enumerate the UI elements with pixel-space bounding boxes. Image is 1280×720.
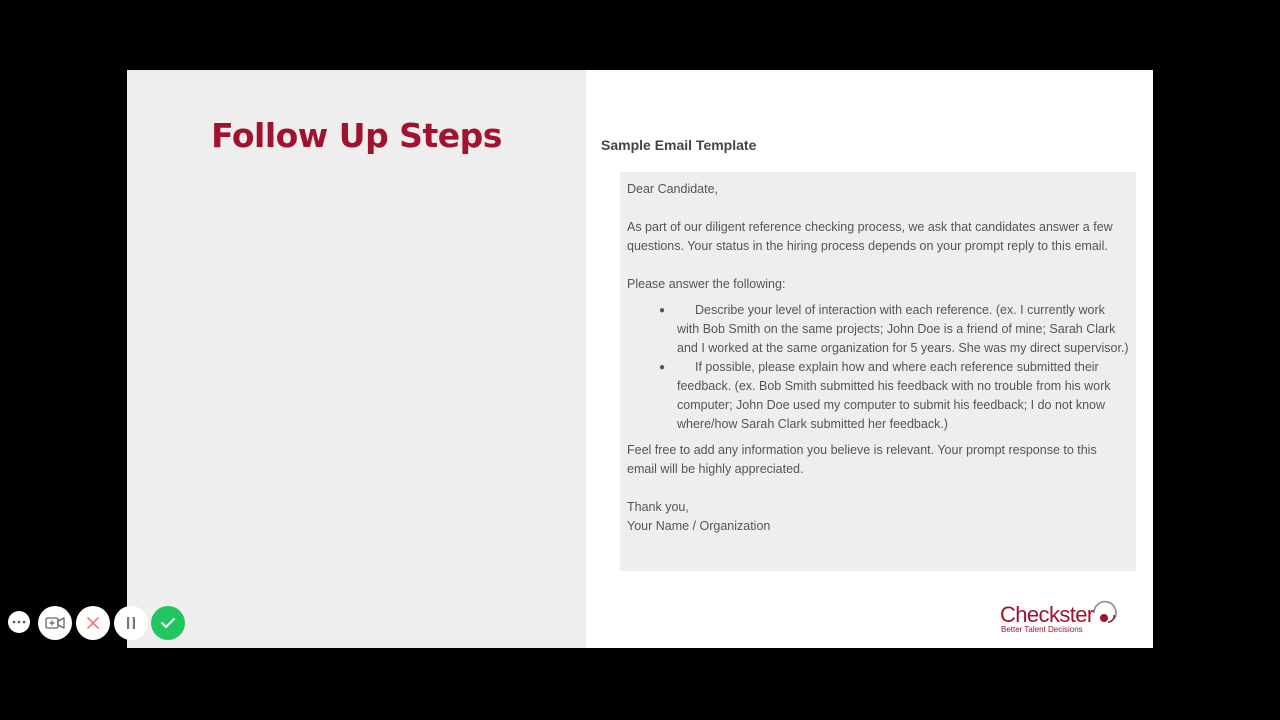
- logo-wordmark: Checkster: [1000, 602, 1094, 627]
- email-greeting: Dear Candidate,: [627, 182, 719, 196]
- list-item: [659, 358, 1130, 434]
- recording-controls: [0, 600, 200, 644]
- list-item-text: Describe your level of interaction with each reference. (ex. I currently work with Bob Smith on the same projects; John Doe is a friend of mine; Sarah Clark and I worked at the same organization for 5 years. She was my direct supervisor.): [677, 303, 1129, 355]
- slide-title: Follow Up Steps: [211, 116, 502, 155]
- checkmark-icon: [160, 617, 176, 629]
- cancel-button[interactable]: [76, 606, 110, 640]
- more-options-button[interactable]: [8, 611, 30, 633]
- email-closing-note: Feel free to add any information you believe is relevant. Your prompt response to this email will be highly appreciated.: [627, 443, 1097, 476]
- more-icon: [12, 620, 26, 624]
- checkster-logo: [1000, 599, 1125, 639]
- template-heading: Sample Email Template: [601, 137, 757, 153]
- presentation-slide: [127, 70, 1153, 648]
- video-camera-icon: [45, 616, 65, 630]
- slide-left-panel: [127, 70, 586, 648]
- list-item: [659, 301, 1130, 358]
- close-icon: [86, 616, 100, 630]
- pause-icon: [125, 616, 137, 630]
- email-question-list: [627, 301, 1130, 434]
- email-template-box: [620, 172, 1136, 571]
- email-prompt: Please answer the following:: [627, 277, 786, 291]
- bullet-icon: ●: [659, 362, 666, 373]
- email-intro: As part of our diligent reference checking process, we ask that candidates answer a few questions. Your status in the hiring process depends on your prompt reply to this email.: [627, 220, 1113, 253]
- logo-tagline: Better Talent Decisions: [1001, 625, 1083, 634]
- email-sign-off: Thank you,: [627, 500, 689, 514]
- pause-button[interactable]: [114, 606, 148, 640]
- list-item-text: If possible, please explain how and where each reference submitted their feedback. (ex. Bob Smith submitted his feedback with no trouble from his work computer; John Doe used my computer to submit his feedback; I do not know where/how Sarah Clark submitted her feedback.): [677, 360, 1111, 431]
- bullet-icon: ●: [659, 305, 666, 316]
- logo-mark-icon: [1088, 599, 1118, 627]
- camera-button[interactable]: [38, 606, 72, 640]
- email-signature: Your Name / Organization: [627, 519, 771, 533]
- confirm-button[interactable]: [151, 606, 185, 640]
